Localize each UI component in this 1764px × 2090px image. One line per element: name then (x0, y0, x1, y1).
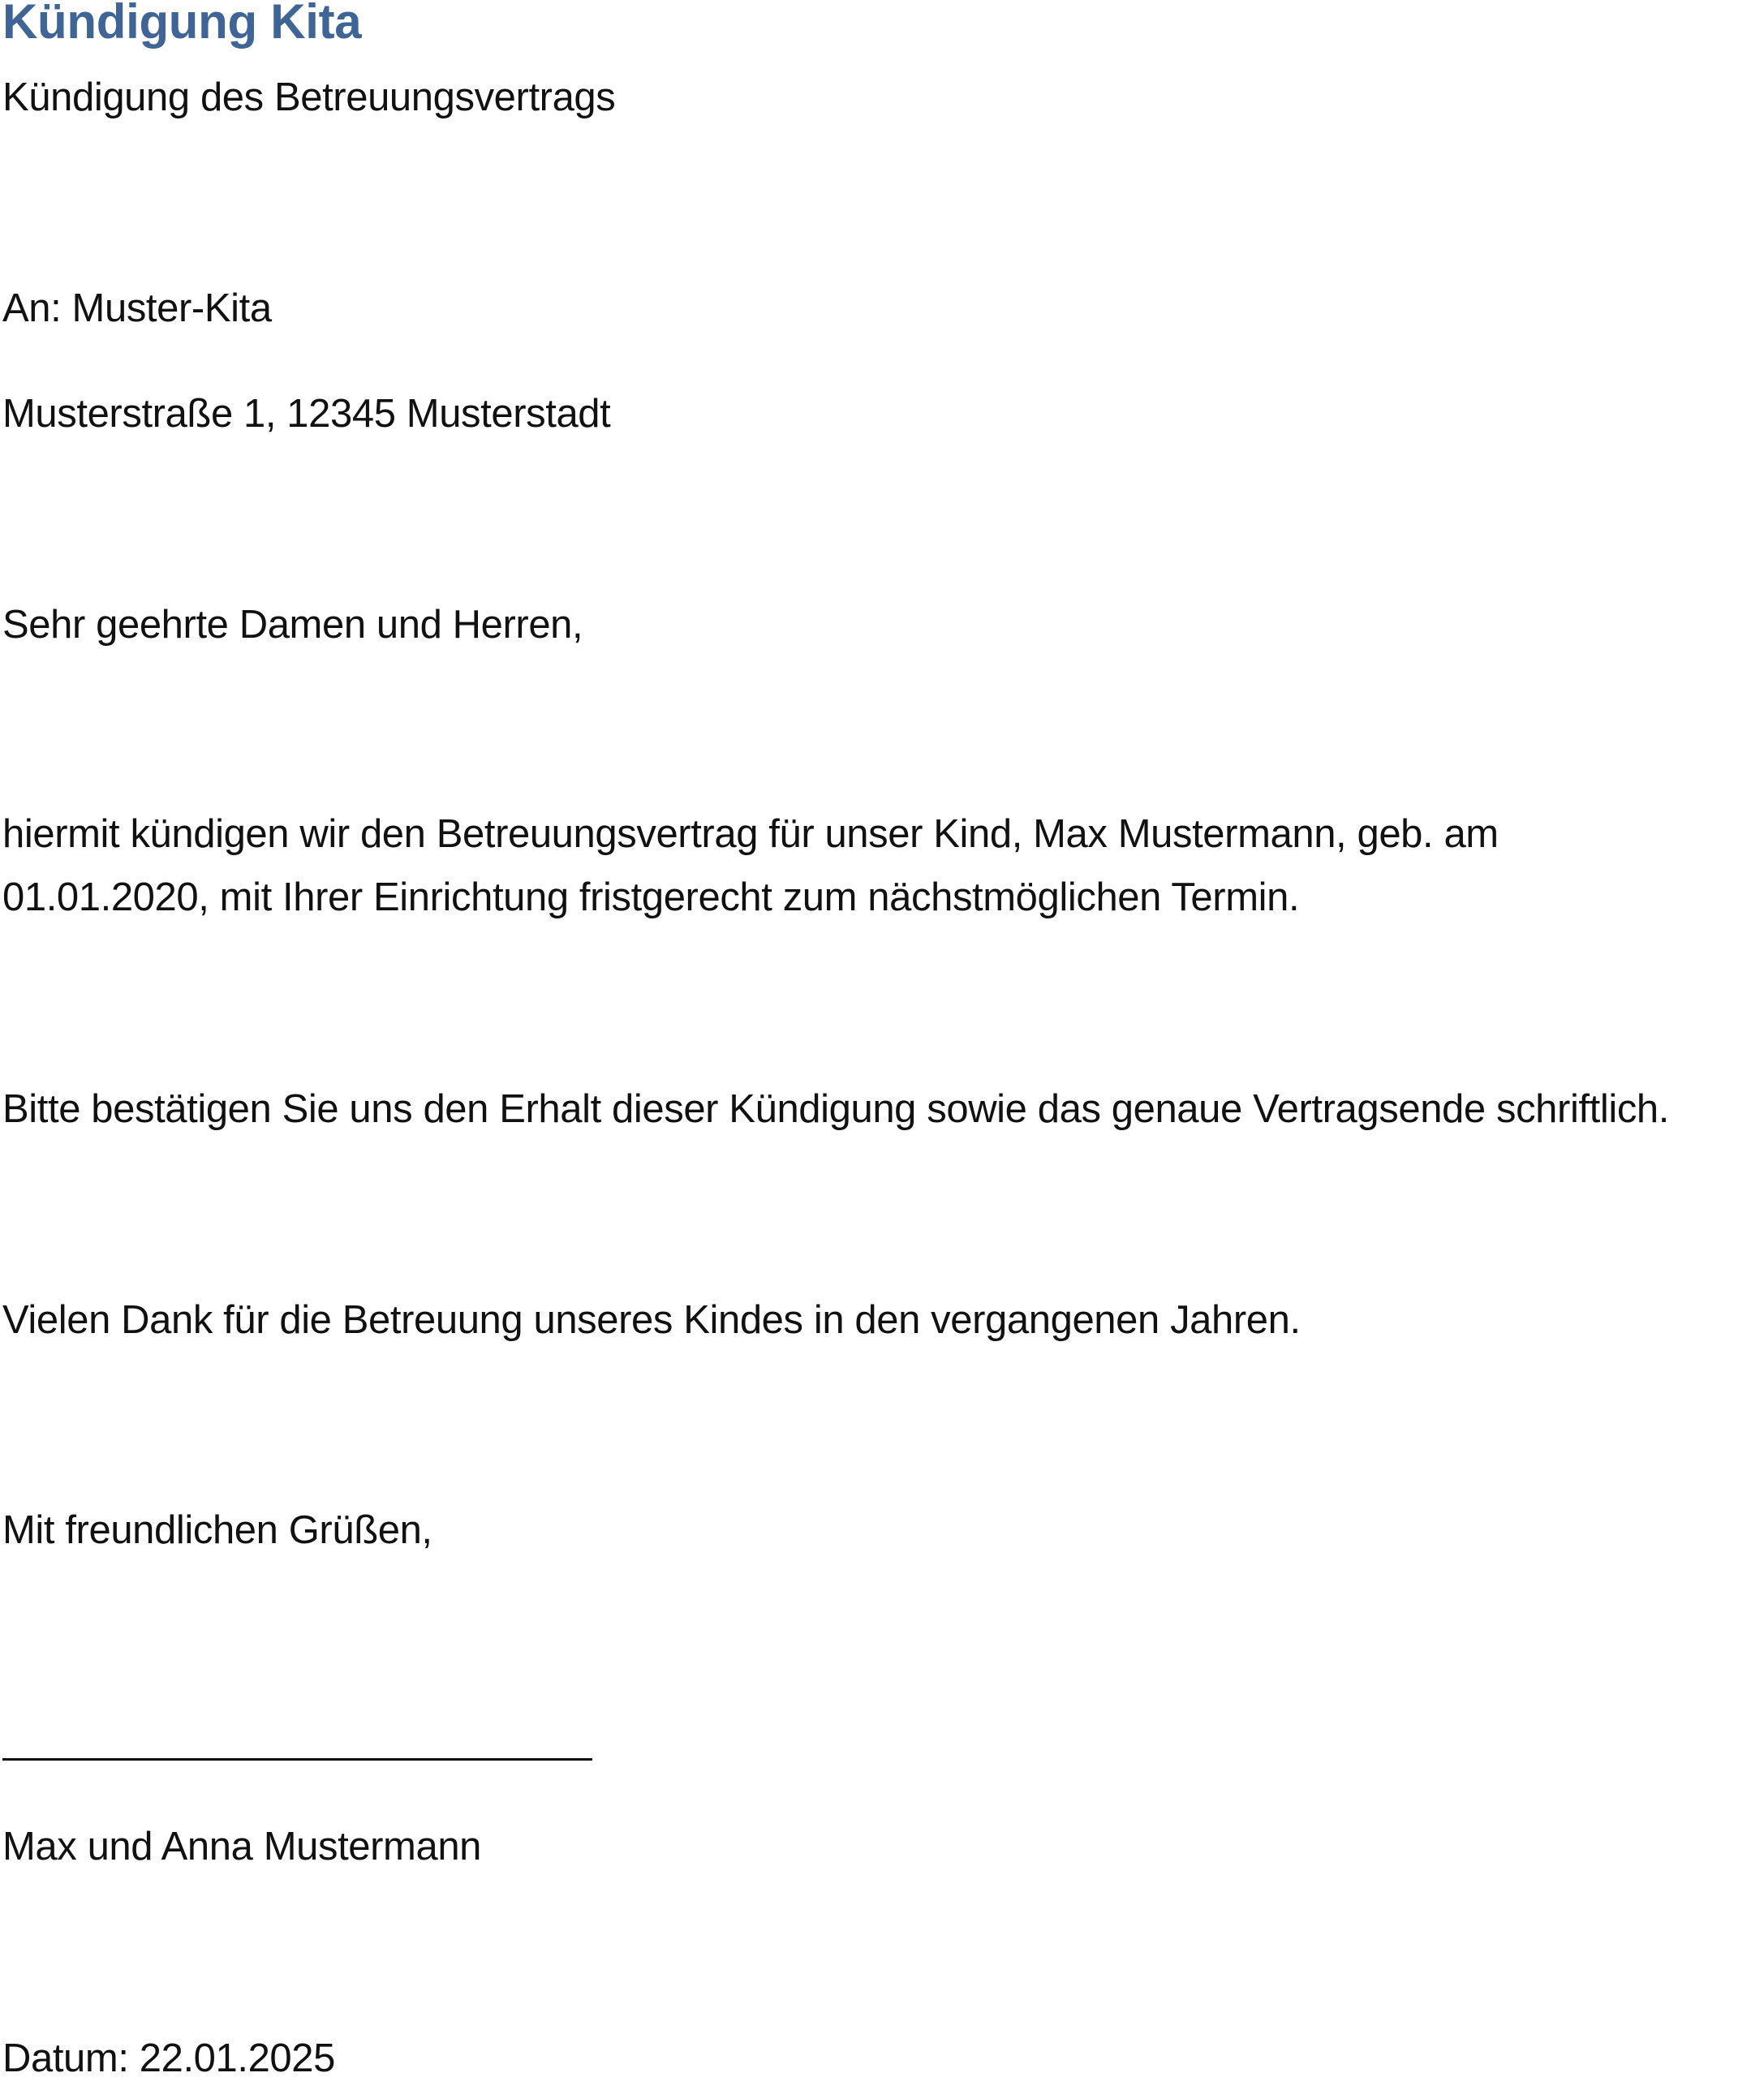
body-paragraph-3: Vielen Dank für die Betreuung unseres Kindes in den vergangenen Jahren. (2, 1298, 1301, 1342)
recipient-address: Musterstraße 1, 12345 Musterstadt (2, 392, 611, 436)
body-paragraph-1-line-2: 01.01.2020, mit Ihrer Einrichtung fristgerecht zum nächstmöglichen Termin. (2, 875, 1300, 919)
date-line: Datum: 22.01.2025 (2, 2036, 335, 2080)
body-paragraph-2: Bitte bestätigen Sie uns den Erhalt dieser Kündigung sowie das genaue Vertragsende schriftlich. (2, 1087, 1669, 1131)
document-subtitle: Kündigung des Betreuungsvertrags (2, 75, 616, 119)
signer-name: Max und Anna Mustermann (2, 1825, 482, 1869)
recipient-name: An: Muster-Kita (2, 286, 272, 330)
document-title: Kündigung Kita (2, 0, 362, 49)
closing: Mit freundlichen Grüßen, (2, 1508, 432, 1552)
body-paragraph-1-line-1: hiermit kündigen wir den Betreuungsvertrag für unser Kind, Max Mustermann, geb. am (2, 812, 1499, 856)
salutation: Sehr geehrte Damen und Herren, (2, 603, 583, 647)
signature-line (2, 1758, 592, 1761)
